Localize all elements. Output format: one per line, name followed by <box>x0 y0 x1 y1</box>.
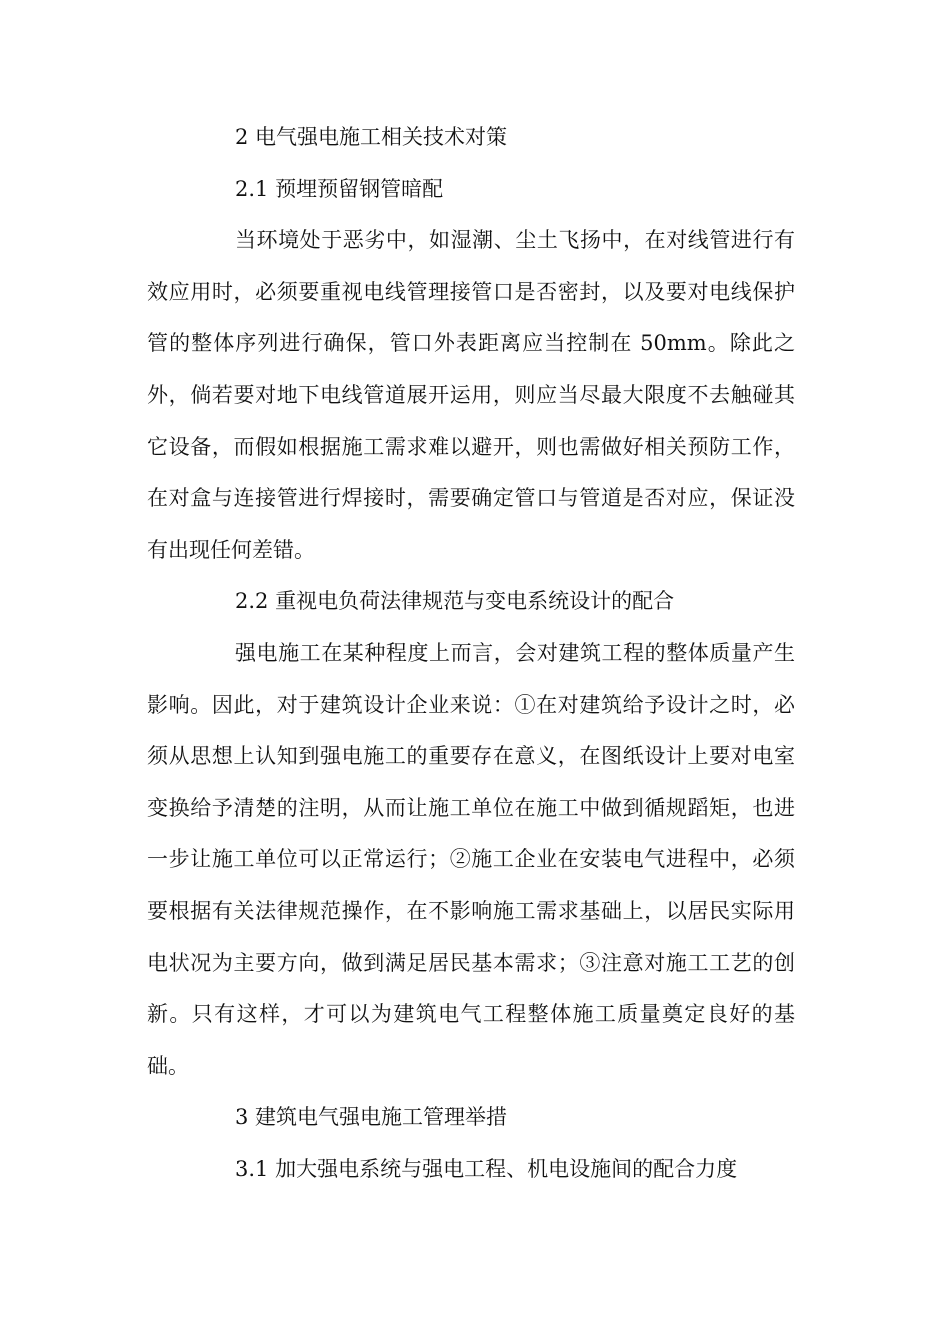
section-heading-2: 2 电气强电施工相关技术对策 <box>235 125 508 149</box>
body-paragraph-2-1: 当环境处于恶劣中，如湿潮、尘土飞扬中，在对线管进行有效应用时，必须要重视电线管理接管口是否密封，以及要对电线保护管的整体序列进行确保，管口外表距离应当控制在 50mm。除此之外，倘若要对地下电线管道展开运用，则应当尽最大限度不去触碰其它设备，而假如根据施工需求难以避开，则也需做好相关预防工作，在对盒与连接管进行焊接时，需要确定管口与管道是否对应，保证没有出现任何差错。 <box>147 228 795 562</box>
body-paragraph-2-2: 强电施工在某种程度上而言，会对建筑工程的整体质量产生影响。因此，对于建筑设计企业来说：①在对建筑给予设计之时，必须从思想上认知到强电施工的重要存在意义，在图纸设计上要对电室变换给予清楚的注明，从而让施工单位在施工中做到循规蹈矩，也进一步让施工单位可以正常运行；②施工企业在安装电气进程中，必须要根据有关法律规范操作，在不影响施工需求基础上，以居民实际用电状况为主要方向，做到满足居民基本需求；③注意对施工工艺的创新。只有这样，才可以为建筑电气工程整体施工质量奠定良好的基础。 <box>147 640 795 1078</box>
document-body <box>147 112 795 1195</box>
subsection-heading-2-1: 2.1 预埋预留钢管暗配 <box>235 176 444 201</box>
subsection-heading-2-2: 2.2 重视电负荷法律规范与变电系统设计的配合 <box>235 589 675 614</box>
section-heading-3: 3 建筑电气强电施工管理举措 <box>235 1105 508 1130</box>
subsection-heading-3-1: 3.1 加大强电系统与强电工程、机电设施间的配合力度 <box>235 1156 738 1181</box>
